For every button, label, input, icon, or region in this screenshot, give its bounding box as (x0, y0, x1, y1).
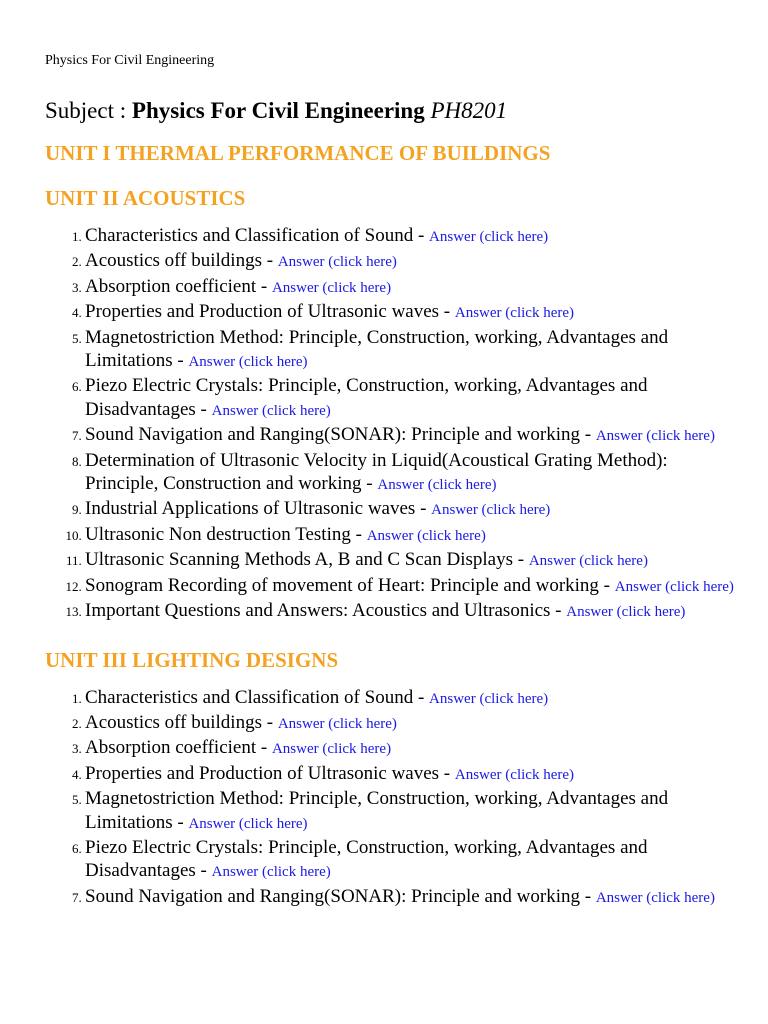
answer-link[interactable]: Answer (click here) (614, 578, 734, 595)
answer-link[interactable]: Answer (click here) (595, 889, 715, 906)
topic-item (85, 374, 735, 423)
topic-item (85, 275, 735, 300)
answer-link[interactable]: Answer (click here) (366, 527, 486, 544)
topic-text: Magnetostriction Method: Principle, Construction, working, Advantages and Limitations - (85, 788, 669, 833)
topic-item (85, 885, 735, 910)
topic-item (85, 423, 735, 448)
topic-item (85, 449, 735, 498)
topic-item (85, 836, 735, 885)
topic-list-unit-3 (45, 686, 735, 911)
topic-item (85, 711, 735, 736)
answer-link[interactable]: Answer (click here) (429, 229, 549, 245)
subject-code: PH8201 (430, 98, 508, 123)
topic-text: Properties and Production of Ultrasonic waves - (85, 762, 455, 784)
answer-link[interactable]: Answer (click here) (277, 254, 397, 271)
topic-item (85, 762, 735, 787)
topic-item (85, 686, 735, 711)
subject-label: Subject : (45, 98, 132, 123)
topic-text: Ultrasonic Non destruction Testing - (85, 523, 367, 545)
running-head: Physics For Civil Engineering (45, 53, 215, 68)
answer-link[interactable]: Answer (click here) (595, 428, 715, 445)
topic-list-unit-2 (45, 224, 735, 625)
topic-text: Absorption coefficient - (85, 275, 272, 297)
answer-link[interactable]: Answer (click here) (431, 502, 551, 519)
topic-text: Acoustics off buildings - (85, 711, 278, 733)
topic-item (85, 599, 735, 624)
topic-text: Piezo Electric Crystals: Principle, Construction, working, Advantages and Disadvantages - (85, 836, 648, 882)
topic-text: Industrial Applications of Ultrasonic waves - (85, 498, 432, 520)
answer-link[interactable]: Answer (click here) (271, 279, 392, 296)
answer-link[interactable]: Answer (click here) (454, 766, 574, 783)
topic-text: Determination of Ultrasonic Velocity in Liquid(Acoustical Grating Method): Principle, Construction and working - (85, 449, 668, 495)
topic-text: Magnetostriction Method: Principle, Construction, working, Advantages and Limitations - (85, 326, 669, 372)
topic-text: Characteristics and Classification of Sound - (85, 225, 430, 246)
answer-link[interactable]: Answer (click here) (188, 815, 308, 832)
topic-text: Ultrasonic Scanning Methods A, B and C Scan Displays - (85, 549, 529, 571)
topic-item (85, 497, 735, 522)
answer-link[interactable]: Answer (click here) (566, 604, 686, 621)
topic-item (85, 300, 735, 325)
subject-name: Physics For Civil Engineering (131, 98, 425, 123)
answer-link[interactable]: Answer (click here) (377, 477, 497, 494)
answer-link[interactable]: Answer (click here) (271, 741, 392, 758)
unit-heading-1[interactable]: UNIT I THERMAL PERFORMANCE OF BUILDINGS (45, 141, 551, 165)
topic-text: Piezo Electric Crystals: Principle, Construction, working, Advantages and Disadvantages - (85, 375, 648, 420)
topic-item (85, 523, 735, 548)
answer-link[interactable]: Answer (click here) (188, 354, 308, 371)
answer-link[interactable]: Answer (click here) (454, 305, 574, 322)
topic-item (85, 249, 735, 274)
topic-item (85, 736, 735, 761)
topic-text: Sonogram Recording of movement of Heart: Principle and working - (85, 574, 615, 596)
unit-heading-3[interactable]: UNIT III LIGHTING DESIGNS (45, 647, 339, 672)
topic-text: Sound Navigation and Ranging(SONAR): Principle and working - (85, 424, 596, 446)
answer-link[interactable]: Answer (click here) (277, 715, 397, 732)
answer-link[interactable]: Answer (click here) (528, 553, 648, 570)
topic-text: Characteristics and Classification of Sound - (85, 686, 430, 708)
topic-text: Absorption coefficient - (85, 737, 272, 759)
topic-text: Sound Navigation and Ranging(SONAR): Principle and working - (85, 885, 596, 907)
topic-text: Properties and Production of Ultrasonic waves - (85, 301, 455, 323)
unit-heading-2[interactable]: UNIT II ACOUSTICS (45, 186, 246, 210)
answer-link[interactable]: Answer (click here) (211, 402, 331, 419)
subject-line (45, 69, 735, 127)
answer-link[interactable]: Answer (click here) (429, 690, 549, 707)
topic-item (85, 224, 735, 249)
topic-item (85, 787, 735, 836)
topic-item (85, 548, 735, 573)
topic-text: Acoustics off buildings - (85, 250, 278, 272)
topic-item (85, 326, 735, 375)
topic-text: Important Questions and Answers: Acoustics and Ultrasonics - (85, 600, 567, 622)
answer-link[interactable]: Answer (click here) (211, 864, 331, 881)
topic-item (85, 574, 735, 599)
